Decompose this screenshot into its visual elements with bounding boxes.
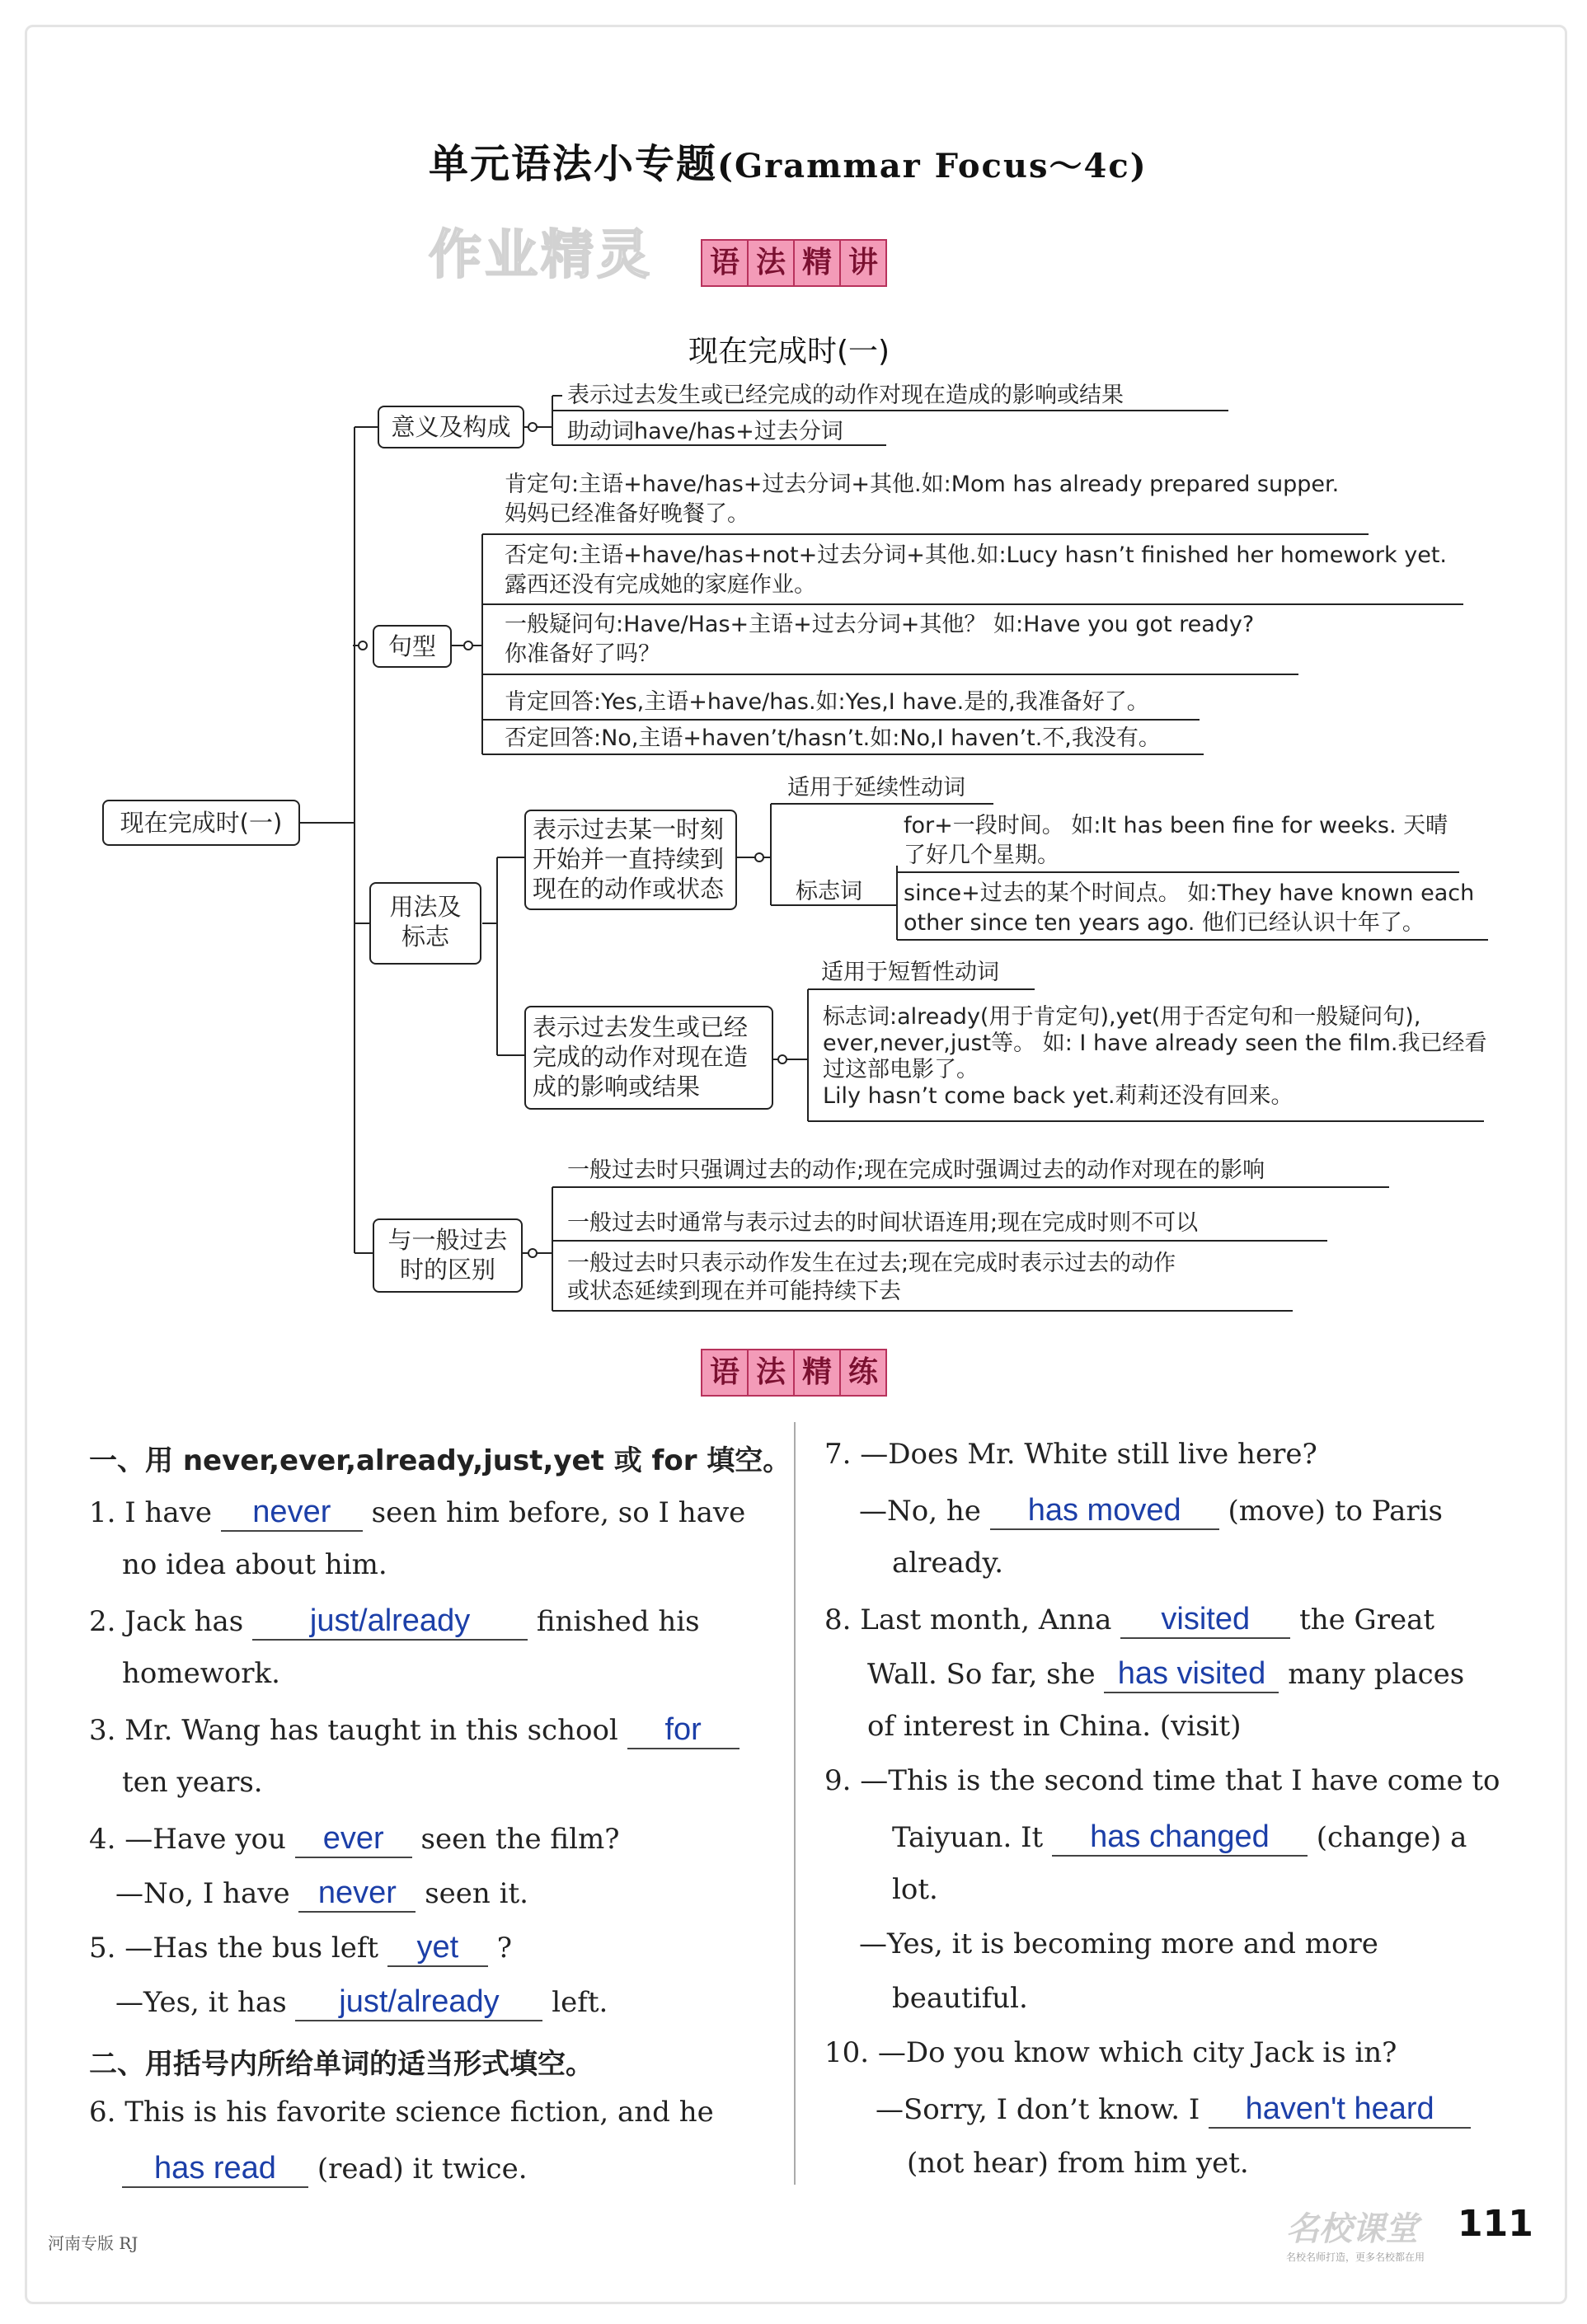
answer-blank[interactable]: has changed <box>1052 1819 1308 1857</box>
answer-blank[interactable]: has moved <box>990 1492 1219 1530</box>
node-result: 表示过去发生或已经 完成的动作对现在造 成的影响或结果 <box>524 1006 773 1110</box>
node-sentences: 句型 <box>373 625 452 668</box>
answer-blank[interactable]: just/already <box>252 1603 528 1641</box>
sentence-negative: 否定句:主语+have/has+not+过去分词+其他.如:Lucy hasn’t finished her homework yet. 露西还没有完成她的家庭作业。 <box>505 542 1447 598</box>
question-6-cont: has read (read) it twice. <box>122 2150 528 2188</box>
answer-blank[interactable]: never <box>221 1494 363 1532</box>
question-5-reply: —Yes, it has just/already left. <box>115 1984 608 2021</box>
question-8-cont: Wall. So far, she has visited many places <box>867 1655 1464 1693</box>
page-number: 111 <box>1458 2203 1533 2245</box>
question-10: 10. —Do you know which city Jack is in? <box>824 2036 1397 2069</box>
mindmap-subtitle: 现在完成时(一) <box>688 335 890 369</box>
question-5: 5. —Has the bus left yet ? <box>89 1929 512 1967</box>
sentence-question: 一般疑问句:Have/Has+主语+过去分词+其他？ 如:Have you got ready? 你准备好了吗？ <box>505 612 1255 667</box>
question-6: 6. This is his favorite science fiction, and he <box>89 2096 714 2129</box>
question-8-cont2: of interest in China. (visit) <box>867 1710 1242 1743</box>
question-7-cont: already. <box>892 1547 1004 1580</box>
node-meaning: 意义及构成 <box>378 406 524 448</box>
publisher-logo: 名校课堂 名校名师打造，更多名校都在用 <box>1286 2210 1425 2263</box>
section1-title: 一、用 never,ever,already,just,yet 或 for 填空。 <box>89 1444 791 1477</box>
section2-title: 二、用括号内所给单词的适当形式填空。 <box>89 2048 594 2081</box>
question-3: 3. Mr. Wang has taught in this school for <box>89 1711 740 1749</box>
continuing-for-item: for+一段时间。 如:It has been fine for weeks. 天晴 了好几个星期。 <box>904 813 1448 868</box>
result-applies: 适用于短暂性动词 <box>821 960 999 985</box>
sentence-positive: 肯定句:主语+have/has+过去分词+其他.如:Mom has already prepared supper. 妈妈已经准备好晚餐了。 <box>505 472 1340 527</box>
question-1-cont: no idea about him. <box>122 1548 387 1581</box>
node-difference: 与一般过去 时的区别 <box>373 1218 523 1293</box>
question-10-reply: —Sorry, I don’t know. I haven't heard <box>876 2091 1471 2129</box>
question-9-reply-cont: beautiful. <box>892 1982 1028 2015</box>
column-divider <box>794 1422 796 2185</box>
continuing-since-item: since+过去的某个时间点。 如:They have known each other since ten years ago. 他们已经认识十年了。 <box>904 880 1475 936</box>
question-3-cont: ten years. <box>122 1766 263 1799</box>
answer-blank[interactable]: has read <box>122 2150 308 2188</box>
answer-blank[interactable]: visited <box>1120 1601 1290 1639</box>
question-9-cont: Taiyuan. It has changed (change) a <box>892 1819 1467 1857</box>
difference-item-2: 一般过去时通常与表示过去的时间状语连用;现在完成时则不可以 <box>567 1210 1199 1236</box>
answer-blank[interactable]: has visited <box>1104 1655 1279 1693</box>
mindmap-root: 现在完成时(一) <box>102 800 300 846</box>
question-2-cont: homework. <box>122 1657 280 1690</box>
section-tag-lecture: 语 法 精 讲 <box>701 239 885 287</box>
question-7-reply: —No, he has moved (move) to Paris <box>859 1492 1443 1530</box>
question-7: 7. —Does Mr. White still live here? <box>824 1438 1317 1471</box>
continuing-applies: 适用于延续性动词 <box>787 775 965 800</box>
question-9-reply: —Yes, it is becoming more and more <box>859 1927 1378 1960</box>
question-1: 1. I have never seen him before, so I have <box>89 1494 745 1532</box>
difference-item-3: 一般过去时只表示动作发生在过去;现在完成时表示过去的动作 或状态延续到现在并可能持续下去 <box>567 1251 1176 1304</box>
page-title: 单元语法小专题(Grammar Focus～4c) <box>429 141 1148 187</box>
continuing-marker-label: 标志词 <box>796 879 862 904</box>
meaning-item-2: 助动词have/has+过去分词 <box>567 419 843 444</box>
sentence-yes-answer: 肯定回答:Yes,主语+have/has.如:Yes,I have.是的,我准备好了。 <box>505 689 1149 715</box>
answer-blank[interactable]: yet <box>387 1929 488 1967</box>
watermark: 作业精灵 <box>429 224 653 286</box>
question-4: 4. —Have you ever seen the film? <box>89 1820 619 1858</box>
question-2: 2. Jack has just/already finished his <box>89 1603 700 1641</box>
meaning-item-1: 表示过去发生或已经完成的动作对现在造成的影响或结果 <box>567 383 1124 408</box>
question-8: 8. Last month, Anna visited the Great <box>824 1601 1434 1639</box>
answer-blank[interactable]: haven't heard <box>1209 2091 1471 2129</box>
answer-blank[interactable]: ever <box>295 1820 412 1858</box>
question-9-cont2: lot. <box>892 1873 938 1906</box>
node-usage: 用法及 标志 <box>369 882 481 965</box>
answer-blank[interactable]: for <box>627 1711 740 1749</box>
difference-item-1: 一般过去时只强调过去的动作;现在完成时强调过去的动作对现在的影响 <box>567 1157 1265 1183</box>
question-10-cont: (not hear) from him yet. <box>907 2147 1249 2180</box>
answer-blank[interactable]: never <box>298 1875 416 1913</box>
result-markers: 标志词:already(用于肯定句),yet(用于否定句和一般疑问句), ever,never,just等。 如: I have already seen the film.我已经看 过这部电影了。 Lily hasn’t come back yet.莉莉还没有回来。 <box>823 1004 1487 1109</box>
answer-blank[interactable]: just/already <box>295 1984 542 2021</box>
section-tag-practice: 语 法 精 练 <box>701 1349 885 1397</box>
footer-edition: 河南专版 RJ <box>48 2233 139 2253</box>
sentence-no-answer: 否定回答:No,主语+haven’t/hasn’t.如:No,I haven’t.不,我没有。 <box>505 725 1161 751</box>
question-9: 9. —This is the second time that I have come to <box>824 1764 1500 1797</box>
node-continuing: 表示过去某一时刻 开始并一直持续到 现在的动作或状态 <box>524 810 737 910</box>
question-4-reply: —No, I have never seen it. <box>115 1875 528 1913</box>
